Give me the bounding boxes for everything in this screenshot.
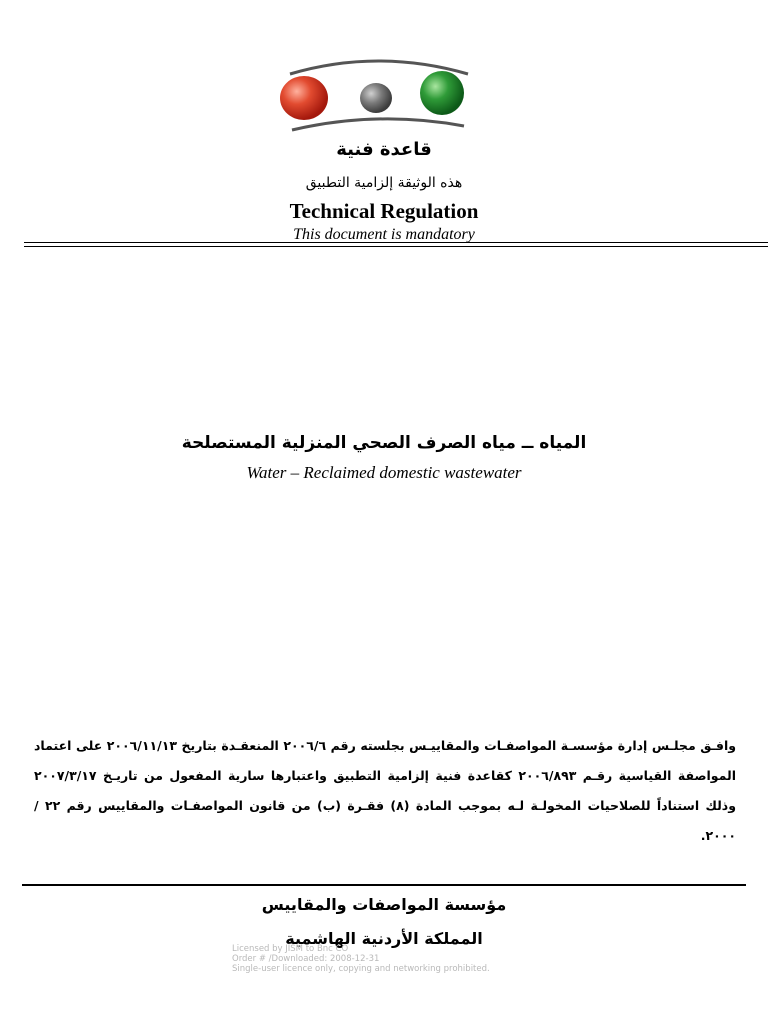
arabic-document-type: قاعدة فنية [336, 139, 432, 160]
watermark-line-usage: Single-user licence only, copying and networking prohibited. [232, 964, 490, 974]
three-balls-logo-icon [272, 52, 484, 136]
header-divider-bottom [24, 246, 768, 247]
footer-divider [22, 884, 746, 886]
english-document-type: Technical Regulation [289, 199, 479, 223]
approval-paragraph: وافـق مجلـس إدارة مؤسسـة المواصفـات والمقاييـس بجلسته رقم ٢٠٠٦/٦ المنعقـدة بتاريخ ٢٠٠٦/١١/١٣ على اعتماد المواصفة القياسية رقـم ٢٠٠٦/٨٩٣ كقاعدة فنية إلزامية التطبيق واعتبارها سارية المفعول من تاريـخ ٢٠٠٧/٣/١٧ وذلك استناداً للصلاحيات المخولـة لـه بموجب المادة (٨) فقـرة (ب) من قانون المواصفـات والمقاييس رقم ٢٢ /٢٠٠٠. [34, 738, 737, 843]
license-watermark [232, 944, 572, 974]
english-subject-title: Water – Reclaimed domestic wastewater [246, 463, 522, 482]
watermark-line-order: Order # /Downloaded: 2008-12-31 [232, 954, 380, 964]
country-name: المملكة الأردنية الهاشمية [285, 929, 483, 948]
header-divider-top [24, 242, 768, 243]
arabic-subject-title: المياه ــ مياه الصرف الصحي المنزلية المستصلحة [181, 433, 587, 453]
organization-name: مؤسسة المواصفات والمقاييس [261, 895, 507, 914]
arabic-mandatory-note: هذه الوثيقة إلزامية التطبيق [305, 175, 463, 191]
watermark-line-license: Licensed by JISM to Bnc CO [232, 944, 349, 954]
english-mandatory-note: This document is mandatory [293, 226, 475, 243]
